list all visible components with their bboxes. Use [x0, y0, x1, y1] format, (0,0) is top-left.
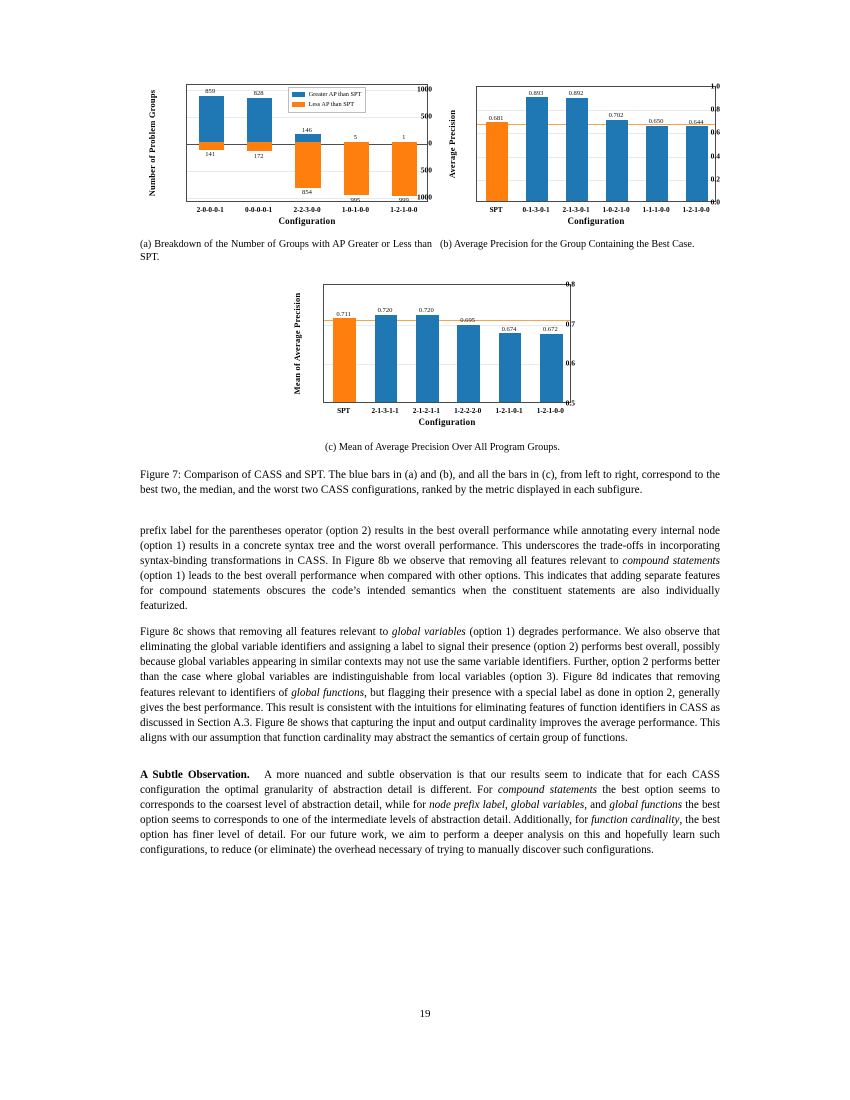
- chart-b-value-label: 0.644: [688, 118, 704, 126]
- subfigure-b: [440, 80, 720, 251]
- chart-b-gridline: [477, 157, 715, 158]
- chart-a-value-label-negative: 995: [350, 196, 361, 204]
- chart-b-xtick: 1-2-1-0-0: [682, 205, 710, 214]
- chart-b-ytick: 0.2: [710, 174, 720, 184]
- chart-c-gridline: [324, 325, 570, 326]
- chart-a-bar-negative: [247, 142, 272, 151]
- chart-a-value-label-negative: 141: [205, 151, 216, 159]
- chart-c-xtick: 1-2-1-0-0: [536, 406, 564, 416]
- paragraph-3-subtle-observation: A Subtle Observation. A more nuanced and subtle observation is that our results seem to indicate that for each CASS configuration the optimal granularity of abstraction detail is different. For compound statements the best option seems to corresponds to the coarsest level of abstraction detail, while for node prefix label, global variables, and global functions the best option seems to corresponds to one of the intermediate levels of abstraction detail. Additionally, for function cardinality, the best option has finer level of detail. For our future work, we aim to perform a deeper analysis on this and hopefully learn such configurations, to reduce (or eliminate) the overhead necessary of trying to manually discover such configurations.: [140, 768, 720, 857]
- chart-b-yaxis-label: Average Precision: [447, 109, 457, 179]
- figure-7-caption: Figure 7: Comparison of CASS and SPT. The blue bars in (a) and (b), and all the bars in (c), from left to right, correspond to the best two, the median, and the worst two CASS configurations, ranked by the metric displayed in each subfigure.: [140, 469, 720, 497]
- chart-a-ytick: 1000: [417, 192, 432, 202]
- chart-a-legend: [288, 87, 367, 113]
- chart-a-legend-label: Less AP than SPT: [308, 100, 355, 108]
- page-content: [140, 80, 720, 869]
- chart-a-bar-negative: [199, 142, 224, 150]
- chart-c-gridline: [324, 364, 570, 365]
- chart-c: [285, 278, 575, 433]
- chart-b-bar: [606, 120, 628, 201]
- chart-b-gridline: [477, 133, 715, 134]
- paragraph-2: Figure 8c shows that removing all features relevant to global variables (option 1) degrades performance. We also observe that eliminating the global variable identifiers and assigning a label to signal their presence (option 2) performs best overall, possibly because global variables appearing in similar contexts may not use the same variable identifiers. Further, option 2 performs better than the case where global variables are indistinguishable from local variables (option 3). Figure 8d indicates that removing features relevant to identifiers of global functions, but flagging their presence with a special label as done in option 2, generally gives the best performance. This result is consistent with the intuitions for eliminating features of function identifiers in CASS as discussed in Section A.3. Figure 8e shows that capturing the input and output cardinality improves the average performance. This aligns with our assumption that function cardinality may abstract the semantics of certain group of functions.: [140, 626, 720, 744]
- subfigure-c-caption: (c) Mean of Average Precision Over All Program Groups.: [325, 442, 560, 454]
- chart-b-gridline: [477, 110, 715, 111]
- chart-b-ytick: 0.0: [710, 197, 720, 207]
- chart-a-value-label-positive: 828: [253, 90, 264, 98]
- chart-a-value-label-positive: 1: [402, 134, 406, 142]
- chart-a-bar-negative: [344, 142, 369, 195]
- chart-c-xaxis-label: Configuration: [418, 417, 476, 428]
- chart-b-value-label: 0.893: [528, 89, 544, 97]
- chart-a-value-label-negative: 854: [302, 189, 312, 197]
- chart-c-bar: [457, 325, 480, 402]
- chart-b-bar: [526, 97, 548, 201]
- chart-b-bar: [686, 126, 708, 201]
- chart-a-legend-swatch: [292, 92, 305, 97]
- chart-b-ytick: 1.0: [710, 81, 720, 91]
- chart-c-ytick: 0.7: [565, 319, 575, 329]
- chart-b-value-label: 0.892: [568, 90, 584, 98]
- chart-c-bar: [540, 334, 563, 402]
- chart-a: [140, 80, 432, 230]
- chart-a-xtick: 1-0-1-0-0: [341, 205, 369, 214]
- chart-b-xaxis-label: Configuration: [567, 216, 625, 226]
- chart-a-legend-row: [292, 100, 362, 110]
- chart-b-xtick: 1-0-2-1-0: [602, 205, 630, 214]
- chart-b: [440, 80, 720, 230]
- figure-top-row: [140, 80, 720, 264]
- page-number: 19: [419, 1008, 431, 1020]
- chart-c-value-label: 0.720: [418, 307, 434, 315]
- chart-b-ytick: 0.6: [710, 127, 720, 137]
- chart-c-xtick: 2-1-3-1-1: [371, 406, 399, 416]
- chart-a-legend-swatch: [292, 102, 305, 107]
- subfigure-a: [140, 80, 432, 264]
- chart-b-bar: [566, 98, 588, 201]
- chart-c-xtick: SPT: [337, 406, 351, 416]
- subfigure-a-caption: (a) Breakdown of the Number of Groups with AP Greater or Less than SPT.: [140, 239, 432, 264]
- chart-a-ytick: 0: [428, 138, 432, 148]
- chart-c-value-label: 0.720: [377, 307, 393, 315]
- chart-a-legend-row: [292, 90, 362, 100]
- chart-c-bar: [375, 315, 398, 402]
- chart-b-reference-line: [477, 124, 715, 125]
- figure-bottom-row: [140, 278, 720, 454]
- chart-c-value-label: 0.695: [460, 317, 476, 325]
- chart-a-legend-label: Greater AP than SPT: [308, 91, 362, 98]
- chart-a-xtick: 1-2-1-0-0: [390, 205, 418, 214]
- chart-c-bar: [416, 315, 439, 402]
- chart-c-xtick: 1-2-1-0-1: [495, 406, 523, 416]
- chart-a-ytick: 500: [420, 165, 432, 175]
- chart-a-xtick: 2-2-3-0-0: [293, 205, 321, 214]
- chart-a-value-label-positive: 5: [353, 134, 358, 142]
- chart-c-plot-area: [323, 284, 571, 403]
- chart-c-bar: [333, 318, 356, 402]
- chart-c-ytick: 0.8: [565, 279, 575, 289]
- chart-b-bar: [646, 126, 668, 201]
- chart-a-value-label-positive: 146: [302, 126, 312, 134]
- paragraph-1: prefix label for the parentheses operator (option 2) results in the best overall performance while annotating every internal node (option 1) results in a concrete syntax tree and the worst overall performance. This underscores the trade-offs in incorporating syntax-binding transformations in CASS. In Figure 8b we observe that removing all features relevant to compound statements (option 1) leads to the best overall performance when compared with other options. This indicates that adding separate features for compound statements obscures the code’s intended semantics when the constituent statements are also individually featurized.: [140, 524, 720, 613]
- subfigure-c: [285, 278, 575, 454]
- chart-b-value-label: 0.681: [488, 114, 504, 122]
- chart-b-xtick: 1-1-1-0-0: [642, 205, 670, 214]
- chart-a-bar-negative: [295, 142, 320, 188]
- chart-b-value-label: 0.650: [648, 118, 664, 126]
- chart-c-xtick: 1-2-2-2-0: [454, 406, 482, 416]
- chart-a-ytick: 500: [420, 111, 432, 121]
- chart-c-yaxis-label: Mean of Average Precision: [292, 292, 302, 395]
- chart-a-value-label-negative: 172: [253, 152, 264, 160]
- chart-b-value-label: 0.702: [608, 112, 624, 120]
- chart-b-gridline: [477, 180, 715, 181]
- chart-a-bar-positive: [199, 96, 224, 142]
- chart-a-value-label-positive: 859: [205, 88, 216, 96]
- chart-a-xtick: 0-0-0-0-1: [245, 205, 273, 214]
- chart-c-bar: [499, 333, 522, 402]
- chart-c-value-label: 0.674: [501, 325, 517, 333]
- chart-c-value-label: 0.711: [336, 310, 351, 318]
- chart-a-ytick: 1000: [417, 84, 432, 94]
- chart-b-xtick: SPT: [489, 205, 503, 214]
- chart-b-ytick: 0.4: [710, 151, 720, 161]
- subfigure-b-caption: (b) Average Precision for the Group Containing the Best Case.: [440, 239, 695, 250]
- chart-c-ytick: 0.6: [565, 358, 575, 368]
- chart-a-bar-positive: [247, 98, 272, 142]
- chart-a-yaxis-label: Number of Problem Groups: [147, 89, 157, 197]
- chart-a-xtick: 2-0-0-0-1: [196, 205, 224, 214]
- chart-c-reference-line: [324, 320, 570, 321]
- chart-b-bar: [486, 122, 508, 201]
- chart-b-xtick: 0-1-3-0-1: [522, 205, 550, 214]
- chart-b-xtick: 2-1-3-0-1: [562, 205, 590, 214]
- body-text: [140, 524, 720, 858]
- chart-b-plot-area: [476, 86, 716, 202]
- chart-a-value-label-negative: 999: [398, 197, 409, 205]
- chart-c-xtick: 2-1-2-1-1: [412, 406, 440, 416]
- figure-7: [140, 80, 720, 498]
- chart-c-ytick: 0.5: [565, 398, 575, 408]
- chart-b-ytick: 0.8: [710, 104, 720, 114]
- chart-a-bar-positive: [295, 134, 320, 142]
- chart-a-xaxis-label: Configuration: [278, 216, 336, 226]
- chart-c-value-label: 0.672: [542, 326, 558, 334]
